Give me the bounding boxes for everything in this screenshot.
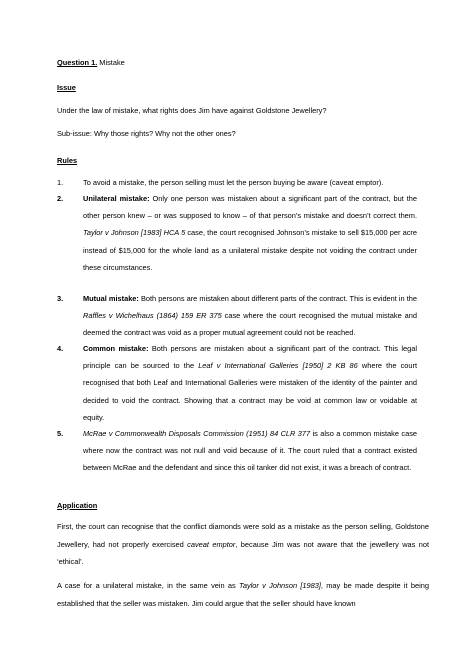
rule-body-continued: is also a common mistake case where now the contract was not null and void because of it. The court ruled that a contract existed between McRae and the defendant and since this oil tanker did not exist, it was a breach of contract. (83, 429, 417, 473)
application-text: A case for a unilateral mistake, in the same vein as (57, 581, 240, 590)
rule-plain-text: To avoid a mistake, the person selling must let the person buying be aware (caveat emptor). (83, 178, 384, 187)
rule-item (57, 425, 417, 477)
rule-number: 3. (57, 294, 64, 303)
question-label: Question 1. (57, 58, 98, 67)
rule-body: Both persons are mistaken about different parts of the contract. This is evident in the (138, 294, 417, 303)
rule-text (83, 290, 417, 342)
rule-number: 4. (57, 344, 64, 353)
rule-case-citation: McRae v Commonwealth Disposals Commission (1951) 84 CLR 377 (83, 429, 311, 438)
issue-text: Under the law of mistake, what rights does Jim have against Goldstone Jewellery? (57, 106, 327, 115)
application-heading: Application (57, 501, 98, 510)
rule-body-continued: case where the court recognised the mutual mistake and deemed the contract was void as a proper mutual agreement could not be reached. (83, 311, 417, 338)
rule-number: 1. (57, 178, 64, 187)
rule-case-citation: Leaf v International Galleries [1950] 2 KB 86 (198, 361, 358, 371)
rule-body-continued: case, the court recognised Johnson’s mistake to sell $15,000 per acre instead of $15,000 for the whole land as a unilateral mistake despite not voiding the contract under these circumstances. (83, 228, 417, 272)
rule-case-citation: Raffles v Wichelhaus (1864) 159 ER 375 (83, 311, 222, 321)
rule-text (83, 425, 417, 477)
rule-item (57, 340, 417, 426)
rule-body: Both persons are mistaken about a significant part of the contract. This legal principle can be sourced to the (83, 344, 417, 371)
rule-item (57, 290, 417, 342)
rule-term: Unilateral mistake: (83, 194, 150, 203)
rule-item (57, 190, 417, 276)
application-text-continued: , may be made despite it being established that the seller was mistaken. Jim could argue that the seller should have known (57, 581, 429, 608)
rule-number: 2. (57, 194, 64, 203)
rule-body-continued: where the court recognised that both Leaf and International Galleries were mistaken of the identity of the painter and decided to void the contract. Showing that a contract may be void at common law or voidable at equity. (83, 361, 417, 422)
rule-text (83, 340, 417, 426)
rule-text (83, 174, 417, 191)
rule-text (83, 190, 417, 276)
rule-case-citation: Taylor v Johnson [1983] HCA 5 (83, 228, 186, 238)
sub-issue-text: Sub-issue: Why those rights? Why not the other ones? (57, 129, 236, 138)
rule-term: Mutual mistake: (83, 294, 139, 303)
question-heading (57, 57, 125, 68)
issue-heading: Issue (57, 83, 76, 92)
application-term: caveat emptor (187, 539, 236, 549)
application-text: First, the court can recognise that the conflict diamonds were sold as a mistake as the person selling, Goldstone Jewellery, had not properly exercised (57, 522, 429, 549)
rules-heading: Rules (57, 156, 78, 165)
application-case-citation: Taylor v Johnson [1983] (239, 581, 321, 590)
rule-body: Only one person was mistaken about a significant part of the contract, but the other person knew – or was supposed to know – of that person’s mistake and doesn’t correct them. (83, 194, 417, 221)
question-title: Mistake (97, 58, 125, 67)
application-paragraph (57, 518, 429, 571)
application-paragraph (57, 577, 429, 612)
rule-number: 5. (57, 429, 64, 438)
rule-item (57, 174, 417, 191)
rule-term: Common mistake: (83, 344, 149, 353)
application-text-continued: , because Jim was not aware that the jewellery was not ‘ethical’. (57, 539, 429, 567)
